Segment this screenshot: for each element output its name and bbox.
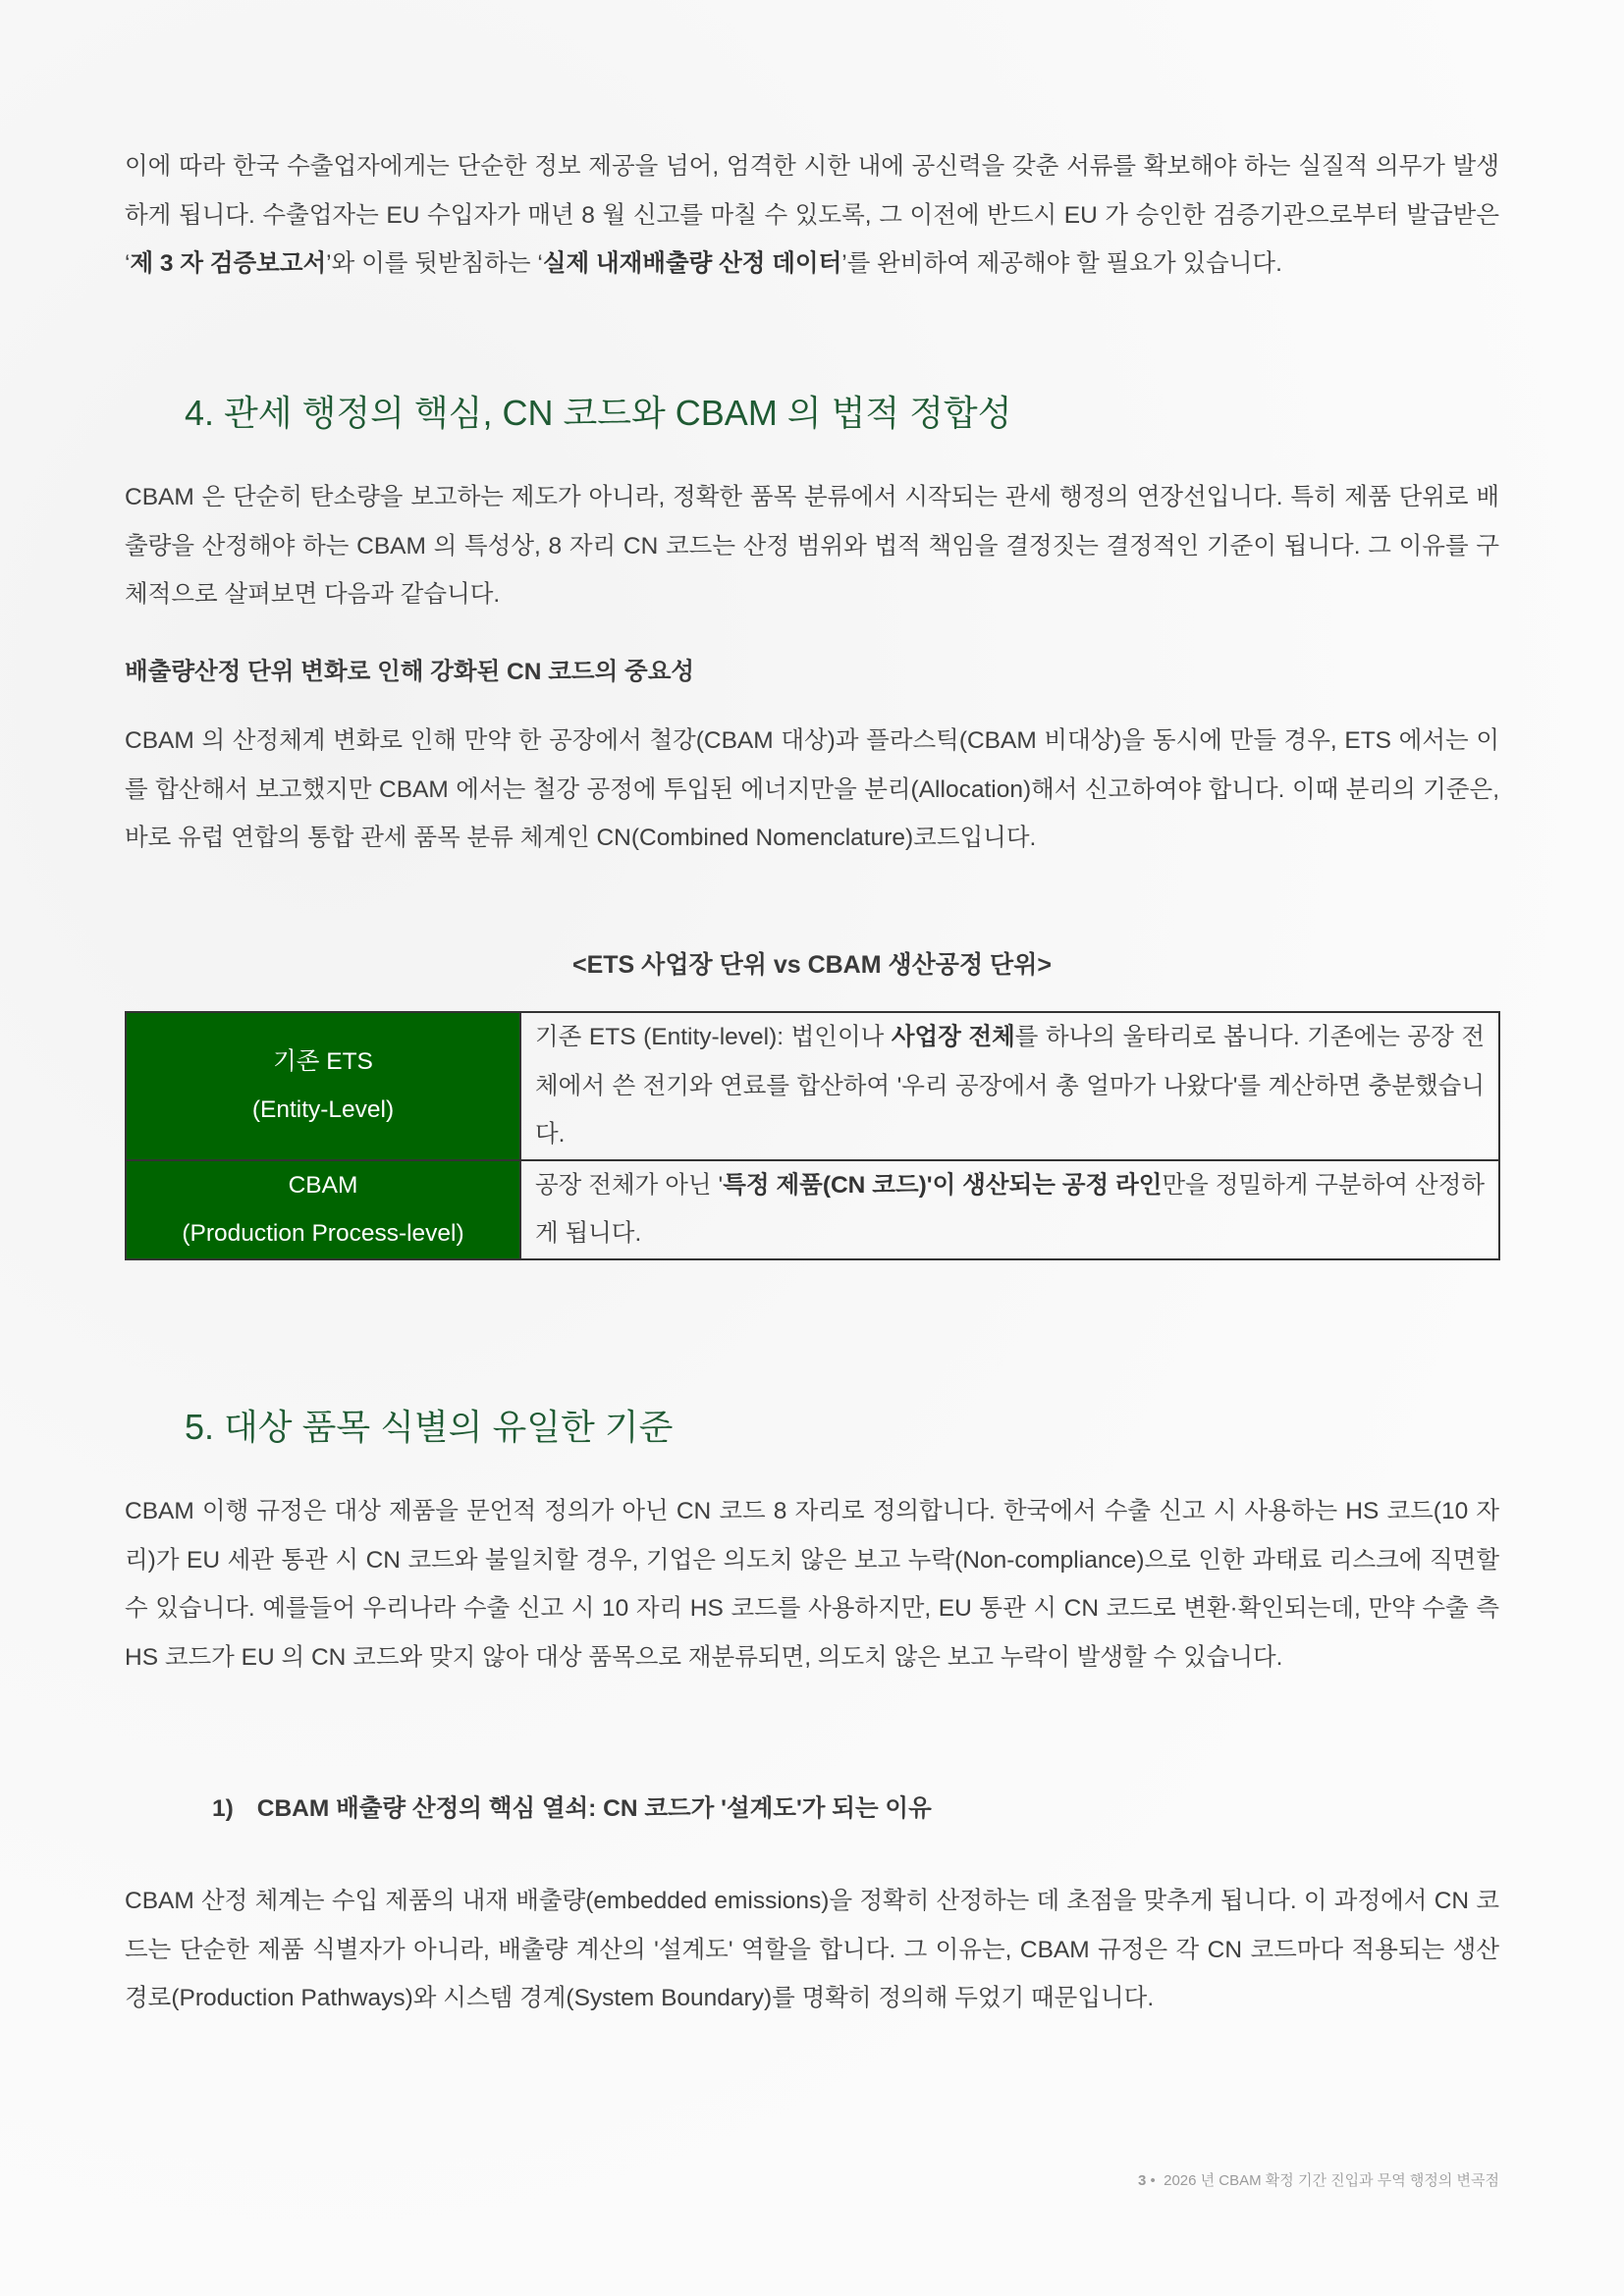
key-sublabel: (Production Process-level) (182, 1220, 464, 1247)
text: 만을 정밀하게 구분하여 산정하게 됩니다. (535, 1171, 1485, 1247)
key-sublabel: (Entity-Level) (251, 1096, 395, 1124)
table-key-cell (126, 1160, 520, 1259)
section-4-paragraph (125, 473, 1499, 619)
table-key-cell (126, 1012, 520, 1160)
table-value-cell (520, 1160, 1499, 1259)
text: 를 하나의 울타리로 봅니다. 기존에는 공장 전체에서 쓴 전기와 연료를 합산하여 '우리 공장에서 총 얼마가 나왔다'를 계산하면 충분했습니다. (535, 1024, 1485, 1148)
bold-text: 제 3 자 검증보고서 (130, 250, 327, 277)
page-number: 3 (1137, 2172, 1147, 2189)
bold-text: 특정 제품(CN 코드)'이 생산되는 공정 라인 (723, 1171, 1163, 1199)
text: ’를 완비하여 제공해야 할 필요가 있습니다. (841, 250, 1282, 277)
key-label: 기존 ETS (273, 1047, 373, 1075)
bullet-icon: • (1150, 2172, 1156, 2189)
table-row (126, 1012, 1499, 1160)
text: ’와 이를 뒷받침하는 ‘ (326, 250, 543, 277)
paragraph-text: CBAM 은 단순히 탄소량을 보고하는 제도가 아니라, 정확한 품목 분류에서 시작되는 관세 행정의 연장선입니다. 특히 제품 단위로 배출량을 산정해야 하는 CBAM 의 특성상, 8 자리 CN 코드는 산정 범위와 법적 책임을 결정짓는 결정적인 기준이 됩니다. 그 이유를 구체적으로 살펴보면 다음과 같습니다. (125, 484, 1499, 608)
bold-text: 실제 내재배출량 산정 데이터 (542, 250, 842, 277)
comparison-table (125, 1011, 1500, 1260)
section-4-heading: 4. 관세 행정의 핵심, CN 코드와 CBAM 의 법적 정합성 (185, 393, 1012, 433)
key-label: CBAM (288, 1171, 358, 1199)
text: 기존 ETS (Entity-level): 법인이나 (535, 1024, 892, 1050)
intro-paragraph (125, 142, 1499, 289)
paragraph-text: CBAM 이행 규정은 대상 제품을 문언적 정의가 아닌 CN 코드 8 자리로 정의합니다. 한국에서 수출 신고 시 사용하는 HS 코드(10 자리)가 EU 세관 통관 시 CN 코드와 불일치할 경우, 기업은 의도치 않은 보고 누락(Non-compliance)으로 인한 과태료 리스크에 직면할 수 있습니다. 예를들어 우리나라 수출 신고 시 10 자리 HS 코드를 사용하지만, EU 통관 시 CN 코드로 변환·확인되는데, 만약 수출 측 HS 코드가 EU 의 CN 코드와 맞지 않아 대상 품목으로 재분류되면, 의도치 않은 보고 누락이 발생할 수 있습니다. (125, 1498, 1499, 1671)
list-number: 1) (212, 1795, 234, 1822)
section-5-subheading (212, 1789, 932, 1824)
section-5-heading: 5. 대상 품목 식별의 유일한 기준 (185, 1407, 674, 1447)
paragraph-text: CBAM 산정 체계는 수입 제품의 내재 배출량(embedded emissions)을 정확히 산정하는 데 초점을 맞추게 됩니다. 이 과정에서 CN 코드는 단순한 제품 식별자가 아니라, 배출량 계산의 '설계도' 역할을 합니다. 그 이유는, CBAM 규정은 각 CN 코드마다 적용되는 생산 경로(Production Pathways)와 시스템 경계(System Boundary)를 명확히 정의해 두었기 때문입니다. (125, 1888, 1499, 2011)
section-4-subheading: 배출량산정 단위 변화로 인해 강화된 CN 코드의 중요성 (125, 659, 695, 685)
section-5-paragraph (125, 1487, 1499, 1682)
bold-text: 사업장 전체 (891, 1024, 1015, 1050)
text: 이에 따라 한국 수출업자에게는 단순한 정보 제공을 넘어, 엄격한 시한 내에 공신력을 갖춘 서류를 확보해야 하는 실질적 의무가 발생하게 됩니다. 수출업자는 EU 수입자가 매년 8 월 신고를 마칠 수 있도록, 그 이전에 반드시 EU 가 승인한 검증기관으로부터 발급받은 ‘ (125, 153, 1499, 277)
document-title: 2026 년 CBAM 확정 기간 진입과 무역 행정의 변곡점 (1164, 2172, 1499, 2189)
paragraph-text: CBAM 의 산정체계 변화로 인해 만약 한 공장에서 철강(CBAM 대상)과 플라스틱(CBAM 비대상)을 동시에 만들 경우, ETS 에서는 이를 합산해서 보고했지만 CBAM 에서는 철강 공정에 투입된 에너지만을 분리(Allocation)해서 신고하여야 합니다. 이때 분리의 기준은, 바로 유럽 연합의 통합 관세 품목 분류 체계인 CN(Combined Nomenclature)코드입니다. (125, 727, 1499, 851)
section-5-paragraph-2 (125, 1877, 1499, 2023)
text: 공장 전체가 아닌 ' (535, 1171, 724, 1199)
table-row (126, 1160, 1499, 1259)
table-value-cell (520, 1012, 1499, 1160)
section-4-paragraph-2 (125, 717, 1499, 863)
table-caption: <ETS 사업장 단위 vs CBAM 생산공정 단위> (572, 951, 1052, 979)
page-footer (1138, 2169, 1499, 2190)
subheading-text: CBAM 배출량 산정의 핵심 열쇠: CN 코드가 '설계도'가 되는 이유 (256, 1795, 932, 1822)
